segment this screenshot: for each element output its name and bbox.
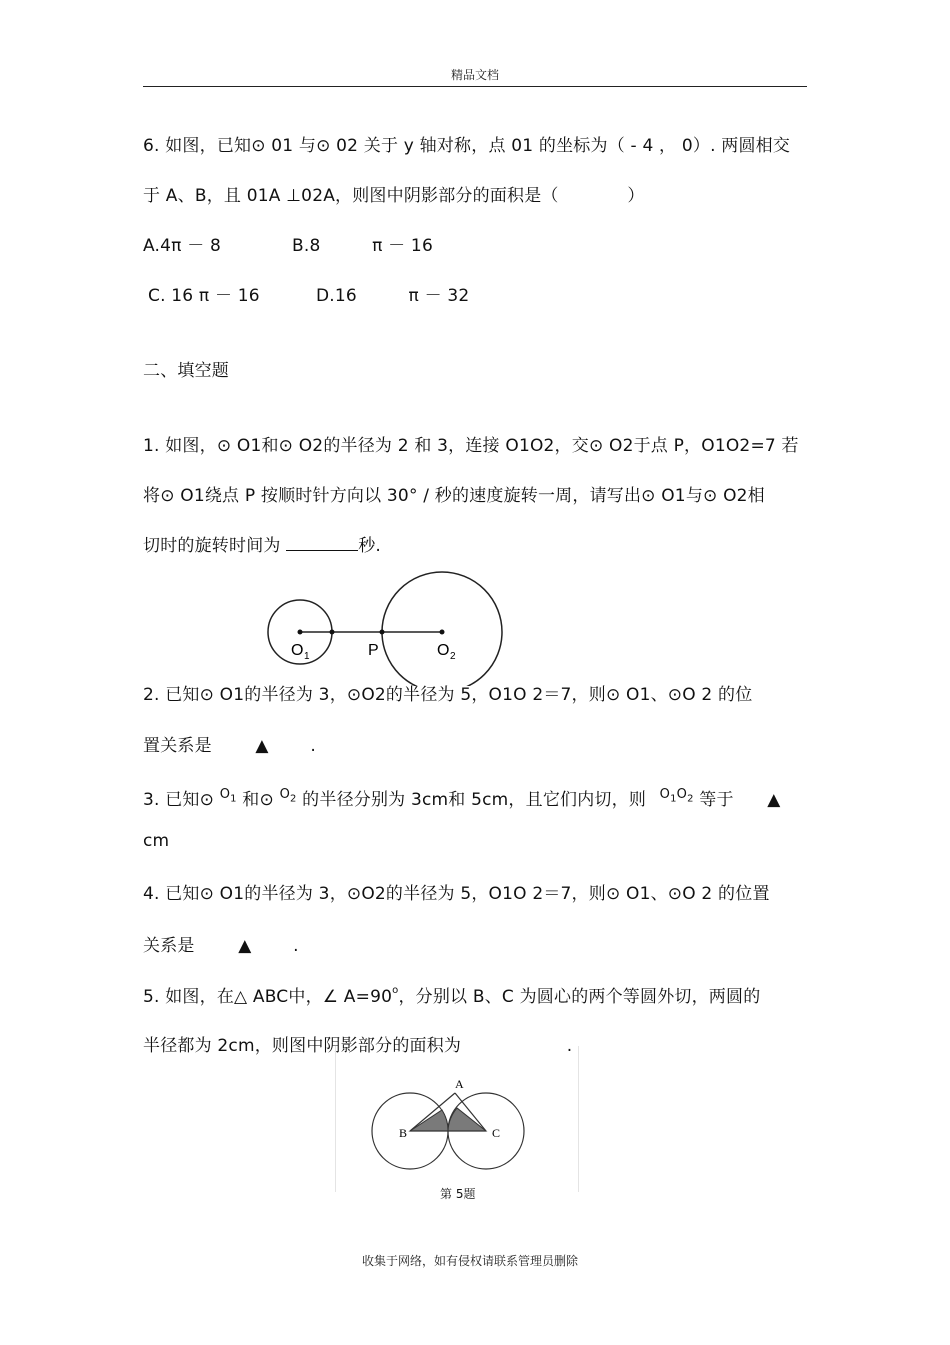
f3-o1: O1: [219, 787, 237, 805]
f5-line-1: [143, 982, 760, 1007]
f3-line-1: [143, 785, 781, 812]
f1-line-3: [143, 531, 381, 556]
point-p: [380, 630, 385, 635]
f5-caption: 第 5题: [440, 1187, 476, 1201]
f4-line-1: 4. 已知⊙ O1的半径为 3，⊙O2的半径为 5，O1O 2＝7，则⊙ O1、⊙O 2 的位置: [143, 884, 770, 904]
f5-line-1-suffix: ，分别以 B、C 为圆心的两个等圆外切，两圆的: [398, 987, 761, 1007]
f1-line-1: 1. 如图，⊙ O1和⊙ O2的半径为 2 和 3，连接 O1O2，交⊙ O2于点 P，O1O2=7 若: [143, 436, 799, 456]
label-o2: O: [437, 642, 450, 659]
answer-mark: ▲: [767, 790, 781, 810]
f4-line-2-suffix: .: [293, 936, 299, 956]
f2-line-2: [143, 731, 316, 756]
f5-line-1-prefix: 5. 如图，在△ ABC中，∠ A=90: [143, 987, 393, 1007]
label-o1: O: [291, 642, 304, 659]
header-rule: [143, 86, 807, 87]
f5-line-2-end: .: [566, 1036, 573, 1056]
label-b: B: [399, 1126, 408, 1140]
q6-line-2: 于 A、B，且 01A ⊥02A，则图中阴影部分的面积是（ ）: [143, 186, 645, 206]
shaded-sector-b: [410, 1110, 448, 1131]
label-c: C: [492, 1126, 501, 1140]
q6-option-d: D.16 π － 32: [316, 286, 470, 306]
f5-figure: [335, 1046, 579, 1192]
point-o1: [298, 630, 303, 635]
q6-option-b: B.8 π － 16: [292, 236, 433, 256]
point-mid: [330, 630, 335, 635]
page-header: 精品文档: [451, 68, 500, 82]
label-o1-sub: 1: [304, 651, 310, 662]
label-p: P: [368, 642, 379, 659]
section-title: 二、填空题: [143, 361, 229, 381]
answer-blank: [286, 536, 358, 551]
f3-equals: 等于: [699, 790, 734, 810]
answer-mark: ▲: [238, 936, 252, 956]
label-o2-sub: 2: [450, 651, 456, 662]
f1-line-3-prefix: 切时的旋转时间为: [143, 536, 281, 556]
f4-line-2-prefix: 关系是: [143, 936, 195, 956]
f3-and: 和⊙: [242, 790, 274, 810]
f1-line-2: 将⊙ O1绕点 P 按顺时针方向以 30° / 秒的速度旋转一周，请写出⊙ O1与⊙ O2相: [143, 486, 765, 506]
f3-text: 的半径分别为 3cm和 5cm，且它们内切，则: [302, 790, 647, 810]
f3-line-2: cm: [143, 831, 170, 851]
f5-line-2-text: 半径都为 2cm，则图中阴影部分的面积为: [143, 1036, 462, 1056]
f2-line-2-prefix: 置关系是: [143, 736, 212, 756]
answer-mark: ▲: [255, 736, 269, 756]
q6-line-1: 6. 如图，已知⊙ 01 与⊙ 02 关于 y 轴对称，点 01 的坐标为（ - 4 ， 0）. 两圆相交: [143, 136, 791, 156]
q6-option-c: C. 16 π － 16: [148, 286, 260, 306]
f3-prefix: 3. 已知⊙: [143, 790, 215, 810]
label-a: A: [455, 1077, 464, 1091]
circle-o2: [382, 572, 502, 686]
f2-line-1: 2. 已知⊙ O1的半径为 3，⊙O2的半径为 5，O1O 2＝7，则⊙ O1、⊙O 2 的位: [143, 685, 753, 705]
point-o2: [440, 630, 445, 635]
f1-line-3-suffix: 秒.: [358, 536, 382, 556]
f1-figure: [262, 566, 512, 686]
q6-option-a: A.4π － 8: [143, 236, 222, 256]
f3-o2: O2: [279, 787, 297, 805]
degree-mark: o: [392, 985, 399, 996]
f2-line-2-suffix: .: [310, 736, 316, 756]
page-footer: 收集于网络，如有侵权请联系管理员删除: [362, 1254, 579, 1268]
f3-o1o2: O1O2: [659, 787, 694, 805]
f4-line-2: [143, 931, 299, 956]
